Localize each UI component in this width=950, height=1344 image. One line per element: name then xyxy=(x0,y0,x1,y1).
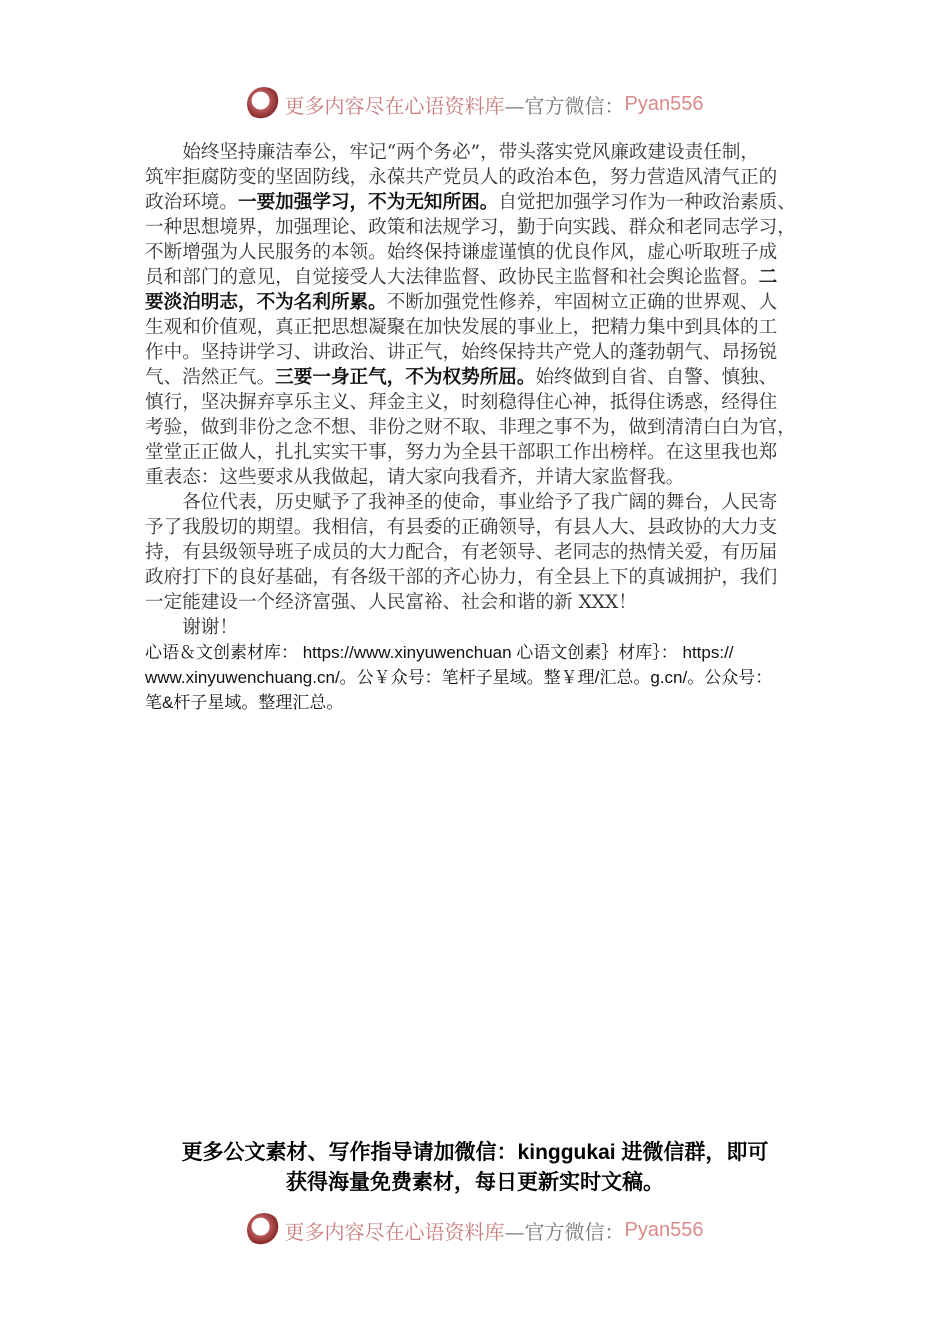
text-line xyxy=(145,515,825,540)
text-line xyxy=(145,340,825,365)
banner-wechat-id: Pyan556 xyxy=(624,92,704,115)
banner-text: 更多内容尽在心语资料库 xyxy=(284,93,505,118)
body-text: 始终坚持廉洁奉公，牢记“两个务必”，带头落实党风廉政建设责任制， xyxy=(145,142,760,163)
bold-heading-text: 二 xyxy=(758,267,778,288)
header-banner xyxy=(0,84,950,124)
bold-heading-text: 一要加强学习，不为无知所困。 xyxy=(237,192,499,213)
pen-logo-icon xyxy=(247,1213,281,1247)
text-line xyxy=(145,365,825,390)
promo-line-1: 更多公文素材、写作指导请加微信：kinggukai 进微信群，即可 xyxy=(181,1141,769,1164)
banner-wechat-label: —官方微信： xyxy=(504,1219,625,1244)
text-line xyxy=(145,540,825,565)
text-line xyxy=(145,465,825,490)
text-line xyxy=(145,315,825,340)
body-text: 堂堂正正做人，扎扎实实干事，努力为全县干部职工作出榜样。在这里我也郑 xyxy=(145,442,778,463)
body-text: 重表态：这些要求从我做起，请大家向我看齐，并请大家监督我。 xyxy=(145,467,685,488)
source-line: 心语＆文创素材库： https://www.xinyuwenchuan 心语文创素｝材库｝： https:// xyxy=(145,643,734,662)
promo-text xyxy=(0,1138,950,1198)
document-body xyxy=(145,140,825,715)
text-line xyxy=(145,390,825,415)
text-line xyxy=(145,490,825,515)
text-line xyxy=(145,215,825,240)
banner-wechat-id: Pyan556 xyxy=(624,1218,704,1241)
footer-banner xyxy=(0,1210,950,1250)
body-text: 员和部门的意见，自觉接受人大法律监督、政协民主监督和社会舆论监督。 xyxy=(145,267,759,288)
text-line xyxy=(145,590,825,615)
source-line: 笔&杆子星域。整理汇总。 xyxy=(145,693,344,712)
body-text: 始终做到自省、自警、慎独、 xyxy=(535,367,778,388)
source-line: www.xinyuwenchuang.cn/。公￥众号：笔杆子星域。整￥理/汇总。g.cn/。公众号： xyxy=(145,668,773,687)
body-text: 自觉把加强学习作为一种政治素质、 xyxy=(498,192,796,213)
banner-text: 更多内容尽在心语资料库 xyxy=(284,1219,505,1244)
bold-heading-text: 三要一身正气，不为权势所屈。 xyxy=(275,367,536,388)
text-line xyxy=(145,165,825,190)
body-text: 生观和价值观，真正把思想凝聚在加快发展的事业上，把精力集中到具体的工 xyxy=(145,317,778,338)
body-text: 一定能建设一个经济富强、人民富裕、社会和谐的新 XXX！ xyxy=(145,592,637,613)
body-text: 政府打下的良好基础，有各级干部的齐心协力，有全县上下的真诚拥护，我们 xyxy=(145,567,778,588)
body-text: 作中。坚持讲学习、讲政治、讲正气，始终保持共产党人的蓬勃朝气、昂扬锐 xyxy=(145,342,778,363)
body-text: 各位代表，历史赋予了我神圣的使命，事业给予了我广阔的舞台，人民寄 xyxy=(145,492,778,513)
body-text: 慎行，坚决摒弃享乐主义、拜金主义，时刻稳得住心神，抵得住诱惑，经得住 xyxy=(145,392,778,413)
text-line xyxy=(145,565,825,590)
text-line xyxy=(145,265,825,290)
text-line xyxy=(145,615,825,640)
promo-line-2: 获得海量免费素材，每日更新实时文稿。 xyxy=(286,1171,664,1194)
body-text: 予了我殷切的期望。我相信，有县委的正确领导，有县人大、县政协的大力支 xyxy=(145,517,778,538)
body-text: 不断加强党性修养，牢固树立正确的世界观、人 xyxy=(386,292,778,313)
text-line xyxy=(145,440,825,465)
body-text: 持，有县级领导班子成员的大力配合，有老领导、老同志的热情关爱，有历届 xyxy=(145,542,778,563)
bold-heading-text: 要淡泊明志，不为名利所累。 xyxy=(145,292,387,313)
text-line xyxy=(145,415,825,440)
body-text: 筑牢拒腐防变的坚固防线，永葆共产党员人的政治本色，努力营造风清气正的 xyxy=(145,167,778,188)
pen-logo-icon xyxy=(247,87,281,121)
body-text: 考验，做到非份之念不想、非份之财不取、非理之事不为，做到清清白白为官， xyxy=(145,417,796,438)
body-text: 不断增强为人民服务的本领。始终保持谦虚谨慎的优良作风，虚心听取班子成 xyxy=(145,242,778,263)
body-text: 谢谢！ xyxy=(145,617,238,638)
text-line xyxy=(145,190,825,215)
text-line xyxy=(145,140,825,165)
body-text: 气、浩然正气。 xyxy=(145,367,276,388)
body-text: 政治环境。 xyxy=(145,192,238,213)
text-line xyxy=(145,240,825,265)
text-line xyxy=(145,290,825,315)
body-text: 一种思想境界，加强理论、政策和法规学习，勤于向实践、群众和老同志学习， xyxy=(145,217,796,238)
banner-wechat-label: —官方微信： xyxy=(504,93,625,118)
